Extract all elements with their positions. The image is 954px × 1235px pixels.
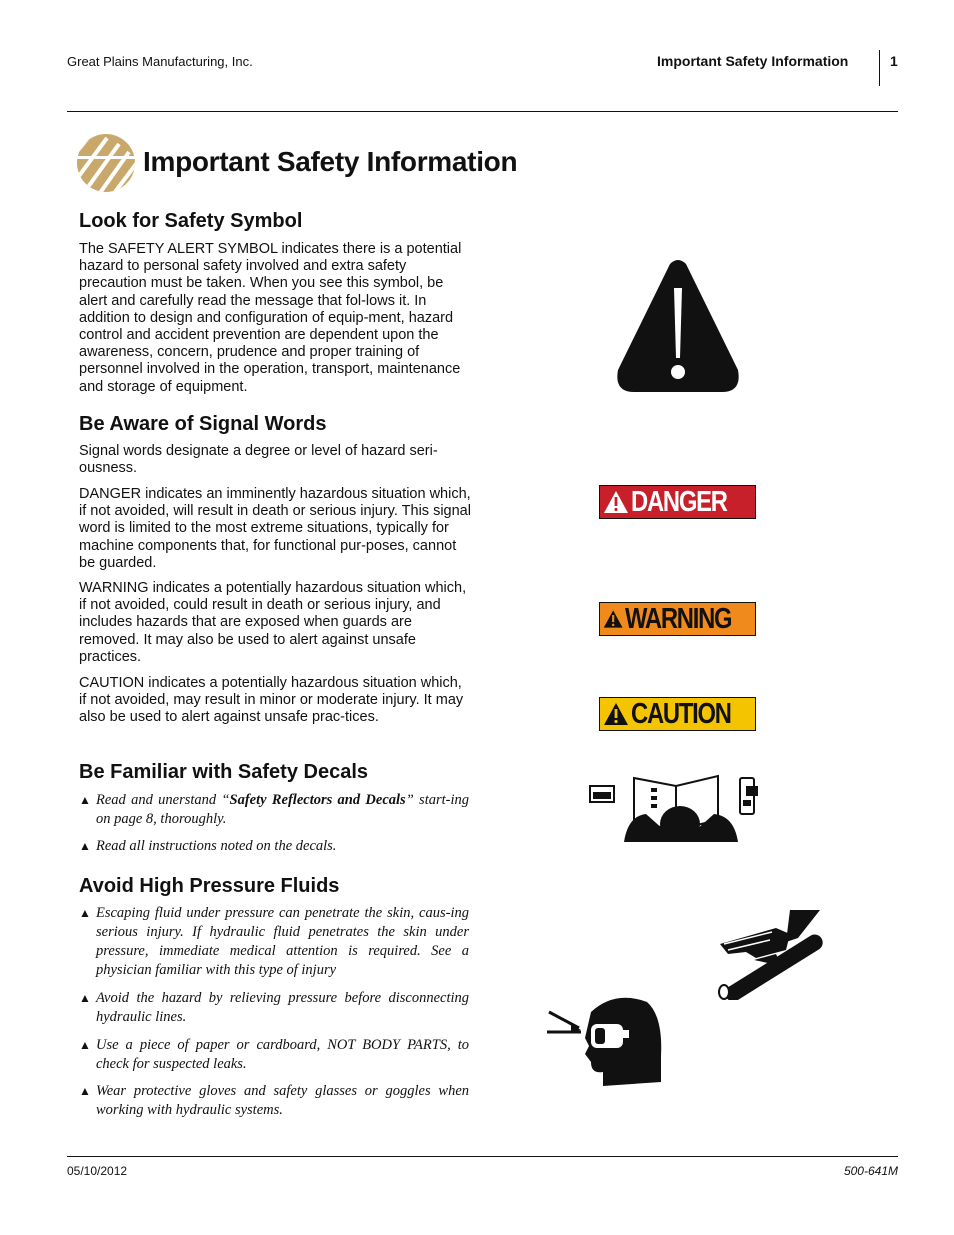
fluid-injection-hand-icon <box>716 908 826 1000</box>
head-with-goggles-icon <box>545 996 663 1090</box>
pressure-bullet-4 <box>79 1082 469 1120</box>
bullet-text: ” start-ing on page 8, thoroughly. <box>96 792 470 827</box>
heading-high-pressure: Avoid High Pressure Fluids <box>79 875 340 897</box>
header-section-title: Important Safety Information <box>657 53 849 69</box>
great-plains-logo <box>77 134 135 192</box>
warning-word: WARNING <box>625 602 732 635</box>
heading-safety-decals: Be Familiar with Safety Decals <box>79 761 369 783</box>
header-divider <box>879 50 880 86</box>
danger-description: DANGER indicates an imminently hazardous situation which, if not avoided, will result in death or serious injury. This signal word is limited to the most extreme situations, typically for machine components that, for functional pur-poses, cannot be guarded. <box>79 486 471 571</box>
caution-signal-label <box>599 697 756 731</box>
bullet-triangle-icon: ▲ <box>79 839 91 853</box>
header-company: Great Plains Manufacturing, Inc. <box>67 54 253 69</box>
bullet-triangle-icon: ▲ <box>79 906 91 920</box>
bullet-text: Avoid the hazard by relieving pressure before disconnecting hydraulic lines. <box>96 990 469 1025</box>
heading-safety-symbol: Look for Safety Symbol <box>79 210 303 232</box>
safety-symbol-text: The SAFETY ALERT SYMBOL indicates there is a potential hazard to personal safety involved and extra safety precaution must be taken. When you see this symbol, be alert and carefully read the message that fol-lows it. In addition to design and configuration of equip-ment, hazard control and accident prevention are dependent upon the awareness, concern, prudence and proper training of personnel involved in the operation, transport, maintenance and storage of equipment. <box>79 241 462 395</box>
warning-description: WARNING indicates a potentially hazardous situation which, if not avoided, could result in death or serious injury, and includes hazards that are exposed when guards are removed. It may also be used to alert against unsafe practices. <box>79 580 467 665</box>
warning-signal-label <box>599 602 756 636</box>
footer-document-number: 500-641M <box>843 1164 898 1178</box>
alert-triangle-icon <box>603 701 629 727</box>
caution-word: CAUTION <box>631 697 731 730</box>
bullet-text: Escaping fluid under pressure can penetrate the skin, caus-ing serious injury. If hydraulic fluid penetrates the skin under pressure, immediate medical attention is required. See a physician familiar with this type of injury <box>96 905 469 978</box>
signal-words-intro: Signal words designate a degree or level of hazard seri-ousness. <box>79 443 438 477</box>
alert-triangle-icon <box>603 489 629 515</box>
bullet-triangle-icon: ▲ <box>79 991 91 1005</box>
bullet-text: Wear protective gloves and safety glasses or goggles when working with hydraulic systems. <box>96 1083 469 1118</box>
decals-bullet-2 <box>79 837 469 856</box>
bullet-bold-reference: Safety Reflectors and Decals <box>229 792 406 808</box>
safety-alert-symbol-icon <box>614 258 742 394</box>
pressure-bullet-1 <box>79 904 469 980</box>
pressure-bullet-3 <box>79 1036 469 1074</box>
pressure-bullet-2 <box>79 989 469 1027</box>
alert-triangle-icon <box>603 606 623 632</box>
bullet-triangle-icon: ▲ <box>79 1038 91 1052</box>
header-rule <box>67 111 898 112</box>
bullet-text: Read and unerstand “ <box>96 792 230 808</box>
decals-bullet-1 <box>79 791 469 829</box>
bullet-text: Read all instructions noted on the decals. <box>96 838 337 854</box>
caution-description: CAUTION indicates a potentially hazardous situation which, if not avoided, may result in minor or moderate injury. It may also be used to alert against unsafe prac-tices. <box>79 675 464 726</box>
heading-signal-words: Be Aware of Signal Words <box>79 413 327 435</box>
read-manual-pictogram-icon <box>588 772 774 850</box>
bullet-text: Use a piece of paper or cardboard, NOT BODY PARTS, to check for suspected leaks. <box>96 1037 469 1072</box>
page-number: 1 <box>890 53 898 69</box>
bullet-triangle-icon: ▲ <box>79 793 91 807</box>
page-title: Important Safety Information <box>143 146 518 177</box>
footer-rule <box>67 1156 898 1157</box>
danger-word: DANGER <box>631 485 727 518</box>
danger-signal-label <box>599 485 756 519</box>
bullet-triangle-icon: ▲ <box>79 1084 91 1098</box>
footer-date: 05/10/2012 <box>67 1164 128 1178</box>
